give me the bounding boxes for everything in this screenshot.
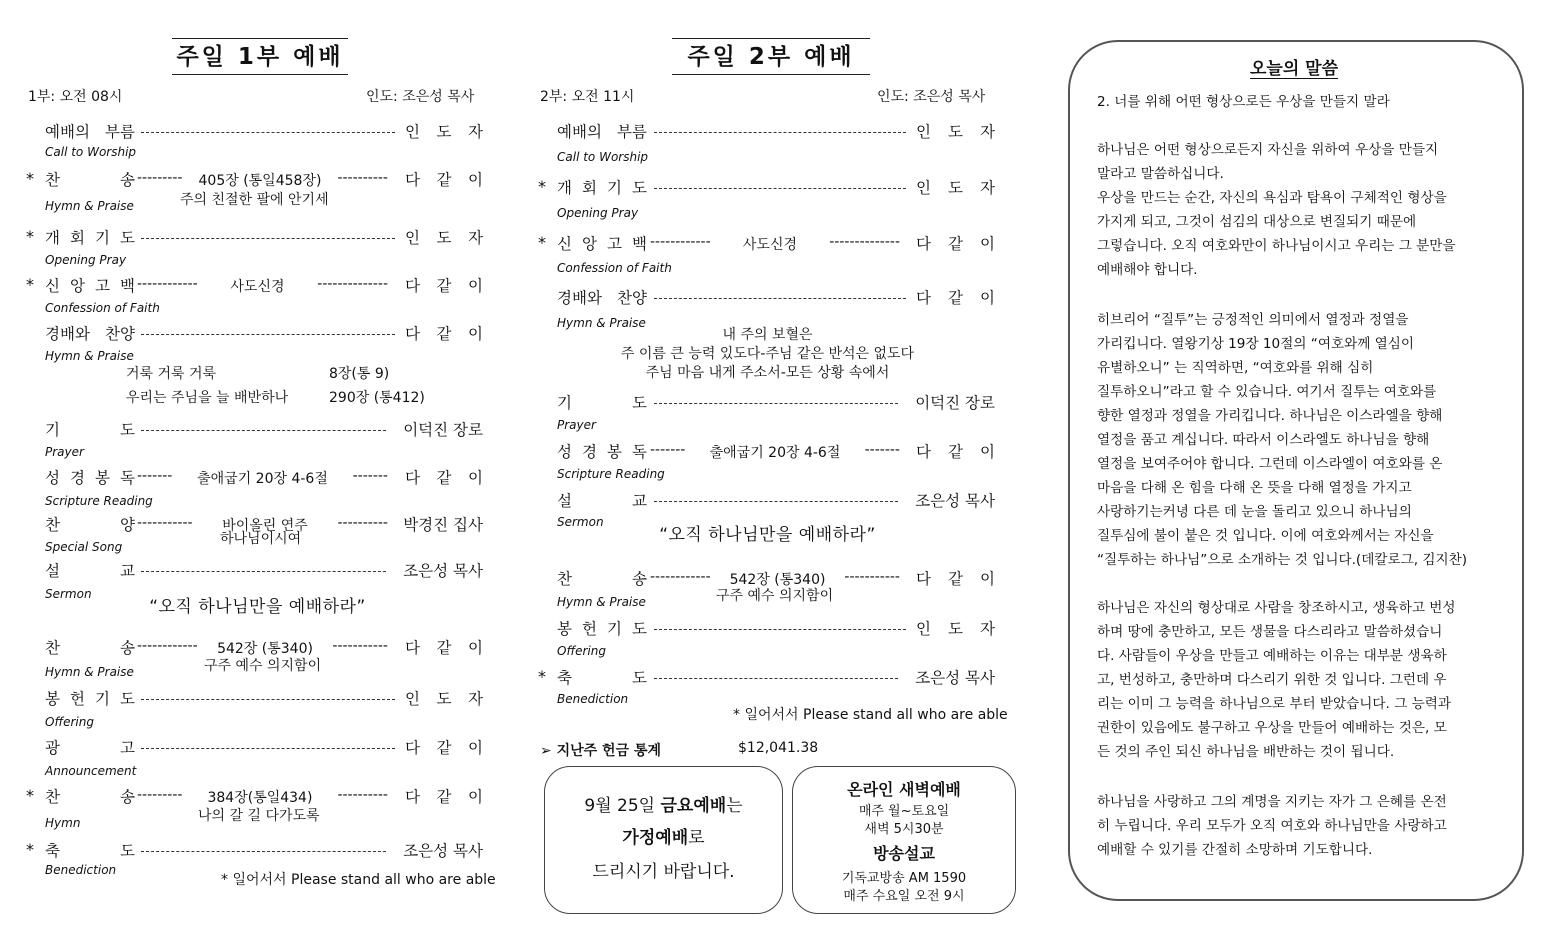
service2-item-3-person: 다 같 이 [916,289,995,307]
todays-word-line: 열정을 품고 계십니다. 따라서 이스라엘도 하나님을 향해 [1097,432,1430,448]
service1-item-8-english: Sermon [45,587,92,601]
service2-item-3-english: Hymn & Praise [557,316,646,330]
service1-item-4-person: 다 같 이 [405,325,483,343]
online-service-box [792,766,1016,914]
item-detail: 542장 (통340) [729,572,826,588]
service1-item-12-detail [137,787,388,807]
service1-item-12-person: 다 같 이 [405,788,483,806]
todays-word-line: 질투하오니”라고 할 수 있습니다. 여기서 질투는 여호와를 [1097,384,1437,400]
leader-dashes-left: ------- [137,468,173,484]
leader-dashes-right: ----------- [844,569,900,585]
service1-item-11-person: 다 같 이 [405,739,483,757]
service1-title-top-rule [172,38,348,39]
service2-item-0-leader-line [654,132,906,133]
service1-item-1-song-title: 주의 친절한 팔에 안기세 [180,192,329,208]
service1-item-12-name: 찬 송 [45,788,135,806]
service1-item-10-leader-line [141,699,395,700]
service1-item-0-name: 예배의 부름 [45,123,135,141]
todays-word-title-wrap [1068,54,1520,79]
broadcast-time: 매주 수요일 오전 9시 [843,889,965,904]
service1-item-3-person: 다 같 이 [405,277,483,295]
leader-dashes-left: ------- [650,442,686,458]
service2-item-7-person: 다 같 이 [916,570,995,588]
service2-title-top-rule [672,38,870,39]
todays-word-line: 질투심에 불이 붙은 것 입니다. 이에 여호와께서는 자신을 [1097,528,1434,544]
service1-item-6-name: 성 경 봉 독 [45,469,135,487]
service1-item-8-person: 조은성 목사 [403,562,483,580]
service1-item-7-english: Special Song [45,540,123,554]
service2-item-4-leader-line [654,403,898,404]
service2-item-9-leader-line [654,678,898,679]
service1-item-8-leader-line [141,571,386,572]
service2-item-6-name: 설 교 [557,492,647,510]
service2-item-9-star: * [538,667,546,686]
friday-notice-box [544,766,783,914]
leader-dashes-right: -------------- [317,276,388,292]
todays-word-line: 리는 이미 그 능력을 하나님으로 부터 받았습니다. 그 능력과 [1097,696,1452,712]
broadcast-title: 방송설교 [873,844,935,863]
service2-item-9-name: 축 도 [557,669,647,687]
leader-dashes-left: --------- [137,170,183,186]
todays-word-line: 말라고 말씀하십니다. [1097,166,1224,182]
service1-item-10-name: 봉 헌 기 도 [45,690,135,708]
service2-item-1-leader-line [654,188,906,189]
service1-item-4-leader-line [141,334,395,335]
service1-item-5-person: 이덕진 장로 [403,421,483,439]
service2-footnote: * 일어서서 Please stand all who are able [733,707,1008,723]
service1-item-12-song-title: 나의 갈 길 다가도록 [198,808,320,824]
leader-dashes-left: --------- [137,787,183,803]
service2-item-7-song-title: 구주 예수 의지함이 [716,588,834,604]
service1-item-4-english: Hymn & Praise [45,349,134,363]
service2-item-5-detail [650,442,900,462]
leader-dashes-right: ---------- [337,515,388,531]
service1-item-3-detail [137,276,388,296]
offering-amount: $12,041.38 [738,740,819,756]
service1-item-10-person: 인 도 자 [405,690,483,708]
todays-word-line: 그렇습니다. 오직 여호와만이 하나님이시고 우리는 그 분만을 [1097,238,1456,254]
leader-dashes-right: ---------- [337,787,388,803]
todays-word-line: 가지게 되고, 그것이 섬김의 대상으로 변질되기 때문에 [1097,214,1417,230]
item-detail: 출애굽기 20장 4-6절 [709,445,841,461]
service1-item-0-person: 인 도 자 [405,123,483,141]
service1-item-13-leader-line [141,851,386,852]
service1-praise-song-2-number: 290장 (통412) [329,390,425,406]
service2-item-5-name: 성 경 봉 독 [557,443,647,461]
service1-item-3-star: * [26,275,34,294]
service1-item-9-english: Hymn & Praise [45,665,134,679]
service2-title: 주일 2부 예배 [687,44,855,70]
leader-dashes-right: ---------- [337,170,388,186]
service2-item-6-person: 조은성 목사 [915,492,995,510]
todays-word-line: 하나님은 어떤 형상으로든지 자신을 위하여 우상을 만들지 [1097,142,1439,158]
notice-friday-service: 금요예배 [660,796,727,816]
todays-word-paragraph-2 [1097,308,1493,572]
service1-item-1-star: * [26,169,34,188]
service2-item-1-person: 인 도 자 [916,179,995,197]
service2-item-2-person: 다 같 이 [916,235,995,253]
service1-item-9-person: 다 같 이 [405,639,483,657]
service2-item-5-english: Scripture Reading [557,467,665,481]
service2-praise-line-1: 내 주의 보혈은 [722,327,813,343]
service1-item-12-english: Hymn [45,816,81,830]
item-detail: 사도신경 [230,279,285,295]
service1-item-2-leader-line [141,238,395,239]
service2-item-3-leader-line [654,298,906,299]
service1-item-5-name: 기 도 [45,421,135,439]
item-detail: 사도신경 [742,237,797,253]
service1-item-1-detail [137,170,388,190]
service1-title-bottom-rule [172,74,348,75]
todays-word-line: 하며 땅에 충만하고, 모든 생물을 다스리라고 말씀하셨습니 [1097,624,1443,640]
service2-item-5-person: 다 같 이 [916,443,995,461]
service2-item-2-name: 신 앙 고 백 [557,235,647,253]
service1-leader: 인도: 조은성 목사 [366,89,475,105]
service1-item-1-english: Hymn & Praise [45,199,134,213]
leader-dashes-left: ------------ [137,638,198,654]
service1-item-1-name: 찬 송 [45,171,135,189]
offering-label: 지난주 헌금 통계 [556,743,662,759]
leader-dashes-right: ----------- [332,638,388,654]
service1-praise-song-1-number: 8장(통 9) [329,366,390,382]
service2-praise-line-2: 주 이름 큰 능력 있도다-주님 같은 반석은 없도다 [620,346,915,362]
service1-item-7-name: 찬 양 [45,516,135,534]
service1-item-2-english: Opening Pray [45,253,127,267]
item-detail: 405장 (통일458장) [198,173,322,189]
online-time: 새벽 5시30분 [864,822,944,837]
todays-word-line: 우상을 만드는 순간, 자신의 욕심과 탐욕이 구체적인 형상을 [1097,190,1447,206]
service1-item-9-name: 찬 송 [45,639,135,657]
notice-home-service: 가정예배 [622,828,689,848]
item-detail: 바이올린 연주 [222,518,308,534]
service1-item-13-star: * [26,840,34,859]
service2-item-0-name: 예배의 부름 [557,123,647,141]
service1-item-8-name: 설 교 [45,562,135,580]
service1-praise-song-1: 거룩 거룩 거룩 [126,366,217,382]
todays-word-paragraph-3 [1097,596,1493,764]
service2-item-2-english: Confession of Faith [557,261,672,275]
todays-word-line: 히브리어 “질투”는 긍정적인 의미에서 열정과 정열을 [1097,312,1409,328]
item-detail: 출애굽기 20장 4-6절 [197,471,328,487]
service2-item-7-english: Hymn & Praise [557,595,646,609]
service1-item-13-person: 조은성 목사 [403,842,483,860]
service1-item-13-english: Benediction [45,863,117,877]
todays-word-line: 권한이 있음에도 불구하고 우상을 만들어 예배하는 것은, 모 [1097,720,1447,736]
service1-item-3-name: 신 앙 고 백 [45,277,135,295]
service2-item-0-english: Call to Worship [557,150,649,164]
todays-word-line: 가리킵니다. 열왕기상 19장 10절의 “여호와께 열심이 [1097,336,1415,352]
service2-item-4-person: 이덕진 장로 [915,394,995,412]
service2-item-9-person: 조은성 목사 [915,669,995,687]
service1-item-2-name: 개 회 기 도 [45,229,135,247]
todays-word-line: 고, 번성하고, 충만하며 다스리기 위한 것 입니다. 그런데 우 [1097,672,1447,688]
todays-word-line: 향한 열정과 정열을 가리킵니다. 하나님은 이스라엘을 향해 [1097,408,1443,424]
todays-word-paragraph-4 [1097,790,1493,862]
leader-dashes-left: ----------- [137,515,193,531]
notice-line2 [545,823,782,848]
todays-word-line: 사랑하기는커녕 다른 데 눈을 돌리고 있으니 하나님의 [1097,504,1412,520]
service2-item-4-english: Prayer [557,418,596,432]
service2-title-bottom-rule [672,74,870,75]
online-title: 온라인 새벽예배 [847,780,961,799]
service1-time: 1부: 오전 08시 [28,89,123,105]
service1-item-11-english: Announcement [45,764,137,778]
item-detail: 542장 (통340) [217,641,313,657]
service1-item-2-person: 인 도 자 [405,229,483,247]
todays-word-line: 든 것의 주인 되신 하나님을 배반하는 것이 됩니다. [1097,744,1395,760]
service1-item-10-english: Offering [45,715,94,729]
service1-item-6-english: Scripture Reading [45,494,153,508]
offering-stats [540,740,661,760]
service1-item-6-person: 다 같 이 [405,469,483,487]
notice-particle-2: 로 [688,828,705,848]
service1-sermon-title: “오직 하나님만을 예배하라” [149,597,366,617]
service1-item-4-name: 경배와 찬양 [45,325,135,343]
leader-dashes-right: ------- [864,442,900,458]
service2-item-7-name: 찬 송 [557,570,647,588]
todays-word-line: 예배해야 합니다. [1097,262,1198,278]
service1-item-0-leader-line [141,132,395,133]
service1-item-0-english: Call to Worship [45,145,137,159]
todays-word-line: 예배할 수 있기를 간절히 소망하며 기도합니다. [1097,842,1373,858]
service2-item-6-english: Sermon [557,515,604,529]
todays-word-paragraph-1 [1097,138,1493,282]
service1-item-6-detail [137,468,388,488]
service1-item-1-person: 다 같 이 [405,171,483,189]
service2-item-8-leader-line [654,629,906,630]
service2-item-8-person: 인 도 자 [916,620,995,638]
service1-item-5-leader-line [141,430,386,431]
service1-item-9-song-title: 구주 예수 의지함이 [204,658,322,674]
todays-word-subtitle: 2. 너를 위해 어떤 형상으로든 우상을 만들지 말라 [1097,94,1390,110]
todays-word-line: 유별하오니” 는 직역하면, “여호와를 위해 심히 [1097,360,1374,376]
service2-item-2-star: * [538,233,546,252]
todays-word-line: 열정을 보여주어야 합니다. 그런데 이스라엘이 여호와를 온 [1097,456,1443,472]
leader-dashes-right: ------- [352,468,388,484]
service2-item-6-leader-line [654,501,898,502]
service2-item-8-name: 봉 헌 기 도 [557,620,647,638]
service1-item-12-star: * [26,786,34,805]
online-days: 매주 월~토요일 [858,804,950,819]
service1-item-3-english: Confession of Faith [45,301,160,315]
todays-word-line: “질투하는 하나님”으로 소개하는 것 입니다.(데칼로그, 김지찬) [1097,552,1468,568]
service1-item-13-name: 축 도 [45,842,135,860]
notice-particle: 는 [726,796,743,816]
service1-praise-song-2: 우리는 주님을 늘 배반하나 [126,390,289,406]
leader-dashes-left: ------------ [650,569,711,585]
service2-item-1-name: 개 회 기 도 [557,179,647,197]
service1-item-11-leader-line [141,748,395,749]
leader-dashes-right: -------------- [829,234,900,250]
service1-item-2-star: * [26,227,34,246]
todays-word-line: 마음을 다해 온 힘을 다해 온 뜻을 다해 열정을 가지고 [1097,480,1412,496]
service1-item-5-english: Prayer [45,445,84,459]
service2-time: 2부: 오전 11시 [540,89,635,105]
service2-leader: 인도: 조은성 목사 [877,89,986,105]
notice-line1 [545,791,782,816]
item-detail: 384장(통일434) [207,790,313,806]
service1-item-11-name: 광 고 [45,739,135,757]
todays-word-line: 하나님은 자신의 형상대로 사람을 창조하시고, 생육하고 번성 [1097,600,1456,616]
service2-item-1-star: * [538,177,546,196]
todays-word-title: 오늘의 말씀 [1249,59,1339,79]
service1-footnote: * 일어서서 Please stand all who are able [221,872,496,888]
service2-item-4-name: 기 도 [557,394,647,412]
offering-arrow: ➢ [540,743,552,759]
service2-item-8-english: Offering [557,644,606,658]
service2-item-0-person: 인 도 자 [916,123,995,141]
service2-item-2-detail [650,234,900,254]
service1-title: 주일 1부 예배 [176,44,344,70]
notice-date: 9월 25일 [584,796,661,816]
service2-sermon-title: “오직 하나님만을 예배하라” [659,525,876,545]
service2-item-9-english: Benediction [557,692,629,706]
service2-item-3-name: 경배와 찬양 [557,289,647,307]
service1-item-7-person: 박경진 집사 [403,516,483,534]
leader-dashes-left: ------------ [137,276,198,292]
broadcast-station: 기독교방송 AM 1590 [841,871,967,886]
service1-item-7-song-title: 하나님이시여 [220,531,302,547]
service2-praise-line-3: 주님 마음 내게 주소서-모든 상황 속에서 [645,365,890,381]
leader-dashes-left: ------------ [650,234,711,250]
todays-word-line: 히 누립니다. 우리 모두가 오직 여호와 하나님만을 사랑하고 [1097,818,1447,834]
todays-word-line: 다. 사람들이 우상을 만들고 예배하는 이유는 대부분 생육하 [1097,648,1447,664]
service2-item-1-english: Opening Pray [557,206,639,220]
notice-line3: 드리시기 바랍니다. [592,862,735,882]
todays-word-line: 하나님을 사랑하고 그의 계명을 지키는 자가 그 은혜를 온전 [1097,794,1447,810]
